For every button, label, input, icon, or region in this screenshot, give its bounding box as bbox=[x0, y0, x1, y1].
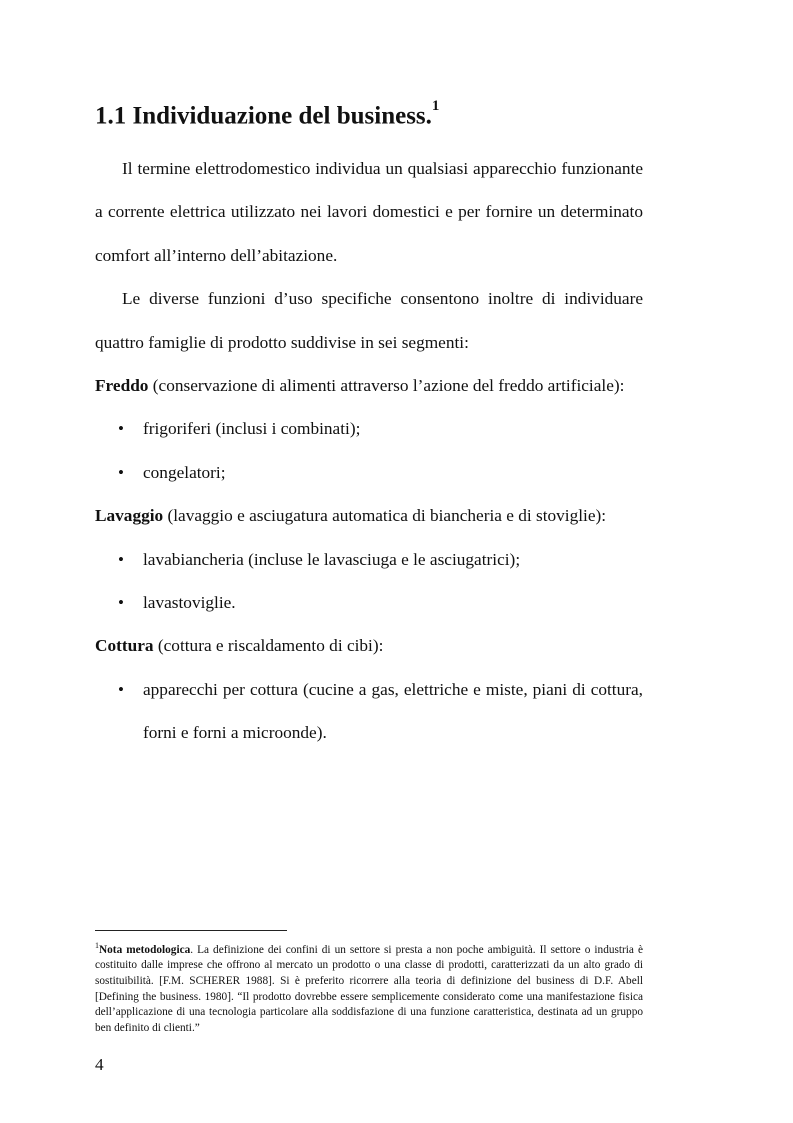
category-lavaggio bbox=[95, 494, 643, 537]
list-item bbox=[95, 538, 643, 581]
bullet-icon: • bbox=[118, 679, 124, 699]
category-freddo-title: Freddo bbox=[95, 376, 149, 396]
footnote-divider bbox=[95, 930, 287, 931]
section-title-text: 1.1 Individuazione del business. bbox=[95, 102, 432, 130]
list-item-text: lavabiancheria (incluse le lavasciuga e le asciugatrici); bbox=[143, 549, 521, 569]
footnote-text: . La definizione dei confini di un settore si presta a non poche ambiguità. Il settore o industria è costituito dalle imprese che offrono al mercato un prodotto o una classe di prodotti, caratterizzati da un alto grado di sostituibilità. [F.M. SCHERER 1988]. Si è preferito ricorrere alla teoria di definizione del business di D.F. Abell [Defining the business. 1980]. “Il prodotto dovrebbe essere semplicemente considerato come una manifestazione fisica dell’applicazione di una tecnologia particolare alla soddisfazione di una funzione caratteristica, destinata ad un gruppo ben definito di clienti.” bbox=[95, 943, 643, 1034]
list-item bbox=[95, 581, 643, 624]
bullet-icon: • bbox=[118, 462, 124, 482]
category-cottura bbox=[95, 624, 643, 667]
bullet-icon: • bbox=[118, 419, 124, 439]
intro-paragraph-1: Il termine elettrodomestico individua un qualsiasi apparecchio funzionante a corrente elettrica utilizzato nei lavori domestici e per fornire un determinato comfort all’interno dell’abitazione. bbox=[95, 159, 643, 265]
category-freddo-description: (conservazione di alimenti attraverso l’azione del freddo artificiale): bbox=[148, 376, 625, 396]
footnote-label: Nota metodologica bbox=[99, 943, 191, 956]
freddo-list bbox=[95, 407, 643, 494]
footnote-reference[interactable]: 1 bbox=[431, 98, 440, 114]
footnote-marker: 1 bbox=[95, 941, 99, 950]
footnote bbox=[95, 938, 643, 1036]
lavaggio-list bbox=[95, 538, 643, 625]
category-lavaggio-title: Lavaggio bbox=[95, 506, 164, 526]
list-item-text: lavastoviglie. bbox=[143, 593, 236, 613]
list-item bbox=[95, 668, 643, 755]
section-title bbox=[95, 88, 439, 138]
bullet-icon: • bbox=[118, 593, 124, 613]
category-freddo bbox=[95, 364, 643, 407]
list-item-text: frigoriferi (inclusi i combinati); bbox=[143, 419, 361, 439]
category-cottura-description: (cottura e riscaldamento di cibi): bbox=[153, 636, 384, 656]
list-item bbox=[95, 407, 643, 450]
list-item bbox=[95, 451, 643, 494]
intro-paragraph-2: Le diverse funzioni d’uso specifiche consentono inoltre di individuare quattro famiglie di prodotto suddivise in sei segmenti: bbox=[95, 289, 643, 352]
cottura-list bbox=[95, 668, 643, 755]
body-text bbox=[95, 147, 643, 755]
bullet-icon: • bbox=[118, 549, 124, 569]
page-number: 4 bbox=[95, 1055, 104, 1074]
list-item-text: apparecchi per cottura (cucine a gas, elettriche e miste, piani di cottura, forni e forni a microonde). bbox=[143, 679, 643, 743]
category-cottura-title: Cottura bbox=[95, 636, 154, 656]
category-lavaggio-description: (lavaggio e asciugatura automatica di biancheria e di stoviglie): bbox=[163, 506, 607, 526]
list-item-text: congelatori; bbox=[143, 462, 226, 482]
